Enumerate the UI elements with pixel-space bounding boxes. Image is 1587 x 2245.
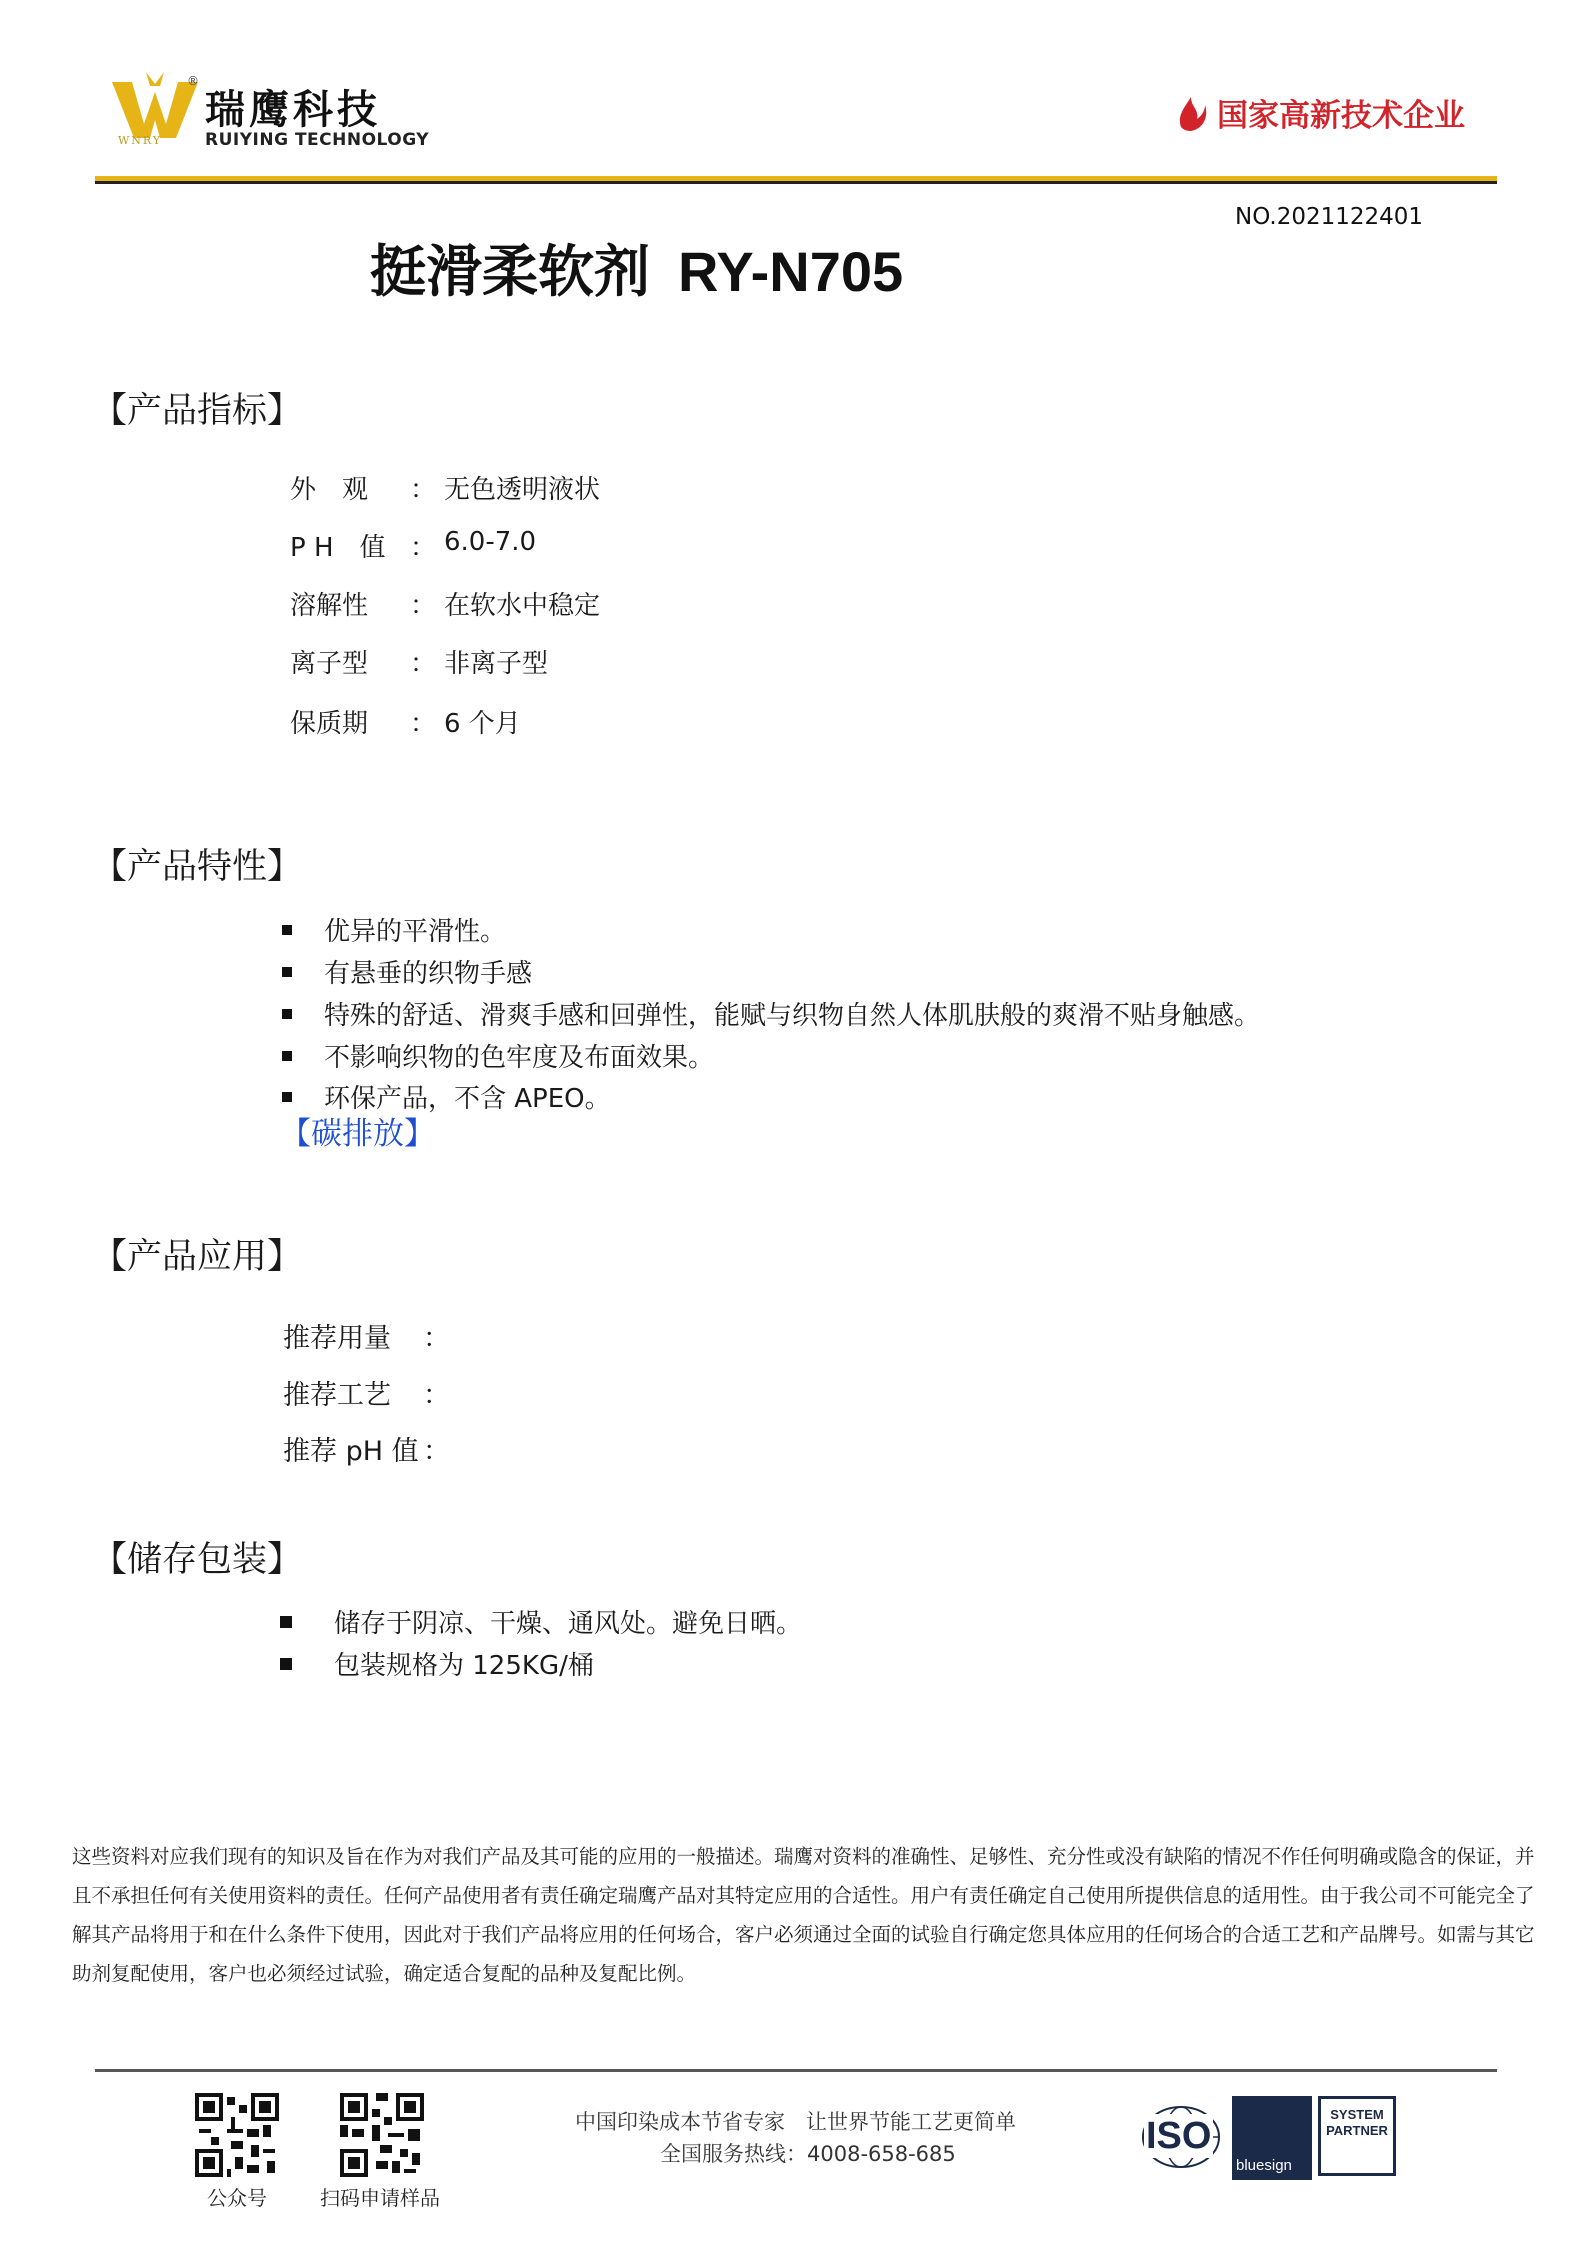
spec-label: 溶解性	[290, 591, 369, 621]
spec-colon: ：	[410, 591, 437, 621]
list-item	[280, 1037, 714, 1074]
logo-mark-text: WNRY	[118, 134, 163, 147]
application-colon: ：	[423, 1323, 450, 1354]
list-item	[280, 1603, 802, 1640]
spec-colon: ：	[410, 649, 437, 679]
spec-value: 在软水中稳定	[444, 591, 601, 621]
product-title-code: RY-N705	[678, 240, 904, 303]
bluesign-logo	[1232, 2096, 1312, 2180]
qr-code-icon[interactable]	[340, 2093, 424, 2177]
application-label: 推荐用量	[283, 1323, 391, 1354]
header-rule-dark	[95, 181, 1497, 184]
spec-label: P H 值	[290, 533, 386, 563]
bullet-icon	[282, 1009, 292, 1019]
spec-row	[290, 703, 521, 740]
application-colon: ：	[423, 1380, 450, 1411]
section-title-storage: 【储存包装】	[92, 1540, 303, 1580]
spec-colon: ：	[410, 709, 437, 739]
feature-text: 优异的平滑性。	[324, 917, 507, 947]
spec-value: 无色透明液状	[444, 475, 601, 505]
product-title-cn: 挺滑柔软剂	[370, 240, 650, 305]
qr-code-icon[interactable]	[195, 2093, 279, 2177]
product-title	[370, 228, 903, 308]
spec-value: 6.0-7.0	[444, 527, 537, 557]
high-tech-enterprise-badge	[1175, 90, 1465, 135]
partner-line-1: SYSTEM	[1330, 2107, 1384, 2122]
registered-mark: ®	[187, 74, 199, 88]
section-title-application: 【产品应用】	[92, 1237, 303, 1277]
iso-text: ISO	[1146, 2115, 1212, 2157]
feature-text: 有悬垂的织物手感	[324, 959, 533, 989]
bullet-icon	[282, 1092, 292, 1102]
spec-row	[290, 585, 600, 622]
application-row	[283, 1429, 450, 1468]
spec-label: 外 观	[290, 475, 369, 505]
list-item	[280, 995, 1260, 1032]
list-item	[280, 953, 532, 990]
spec-label: 离子型	[290, 649, 369, 679]
application-label: 推荐 pH 值	[283, 1436, 419, 1467]
system-partner-badge	[1318, 2096, 1396, 2176]
list-item	[280, 911, 506, 948]
document-number: NO.2021122401	[1235, 204, 1424, 230]
bullet-icon	[282, 925, 292, 935]
feature-text: 不影响织物的色牢度及布面效果。	[324, 1043, 715, 1073]
application-label: 推荐工艺	[283, 1380, 391, 1411]
spec-value: 非离子型	[444, 649, 549, 679]
list-item	[280, 1645, 594, 1682]
disclaimer-text: 这些资料对应我们现有的知识及旨在作为对我们产品及其可能的应用的一般描述。瑞鹰对资料的准确性、足够性、充分性或没有缺陷的情况不作任何明确或隐含的保证，并且不承担任何有关使用资料的责任。任何产品使用者有责任确定瑞鹰产品对其特定应用的合适性。用户有责任确定自己使用所提供信息的适用性。由于我公司不可能完全了解其产品将用于和在什么条件下使用，因此对于我们产品将应用的任何场合，客户必须通过全面的试验自行确定您具体应用的任何场合的合适工艺和产品牌号。如需与其它助剂复配使用，客户也必须经过试验，确定适合复配的品种及复配比例。	[72, 1845, 1535, 1985]
storage-text: 储存于阴凉、干燥、通风处。避免日晒。	[334, 1609, 803, 1639]
badge-text: 国家高新技术企业	[1217, 98, 1465, 134]
qr-label: 扫码申请样品	[320, 2186, 440, 2210]
carbon-emission-link[interactable]: 【碳排放】	[280, 1116, 435, 1152]
bullet-icon	[282, 1051, 292, 1061]
spec-colon: ：	[410, 533, 437, 563]
spec-row	[290, 527, 536, 564]
bullet-icon	[280, 1616, 292, 1628]
application-colon: ：	[423, 1436, 450, 1467]
company-name-en: RUIYING TECHNOLOGY	[205, 130, 430, 150]
section-title-specs: 【产品指标】	[92, 391, 303, 431]
spec-label: 保质期	[290, 709, 369, 739]
qr-label: 公众号	[207, 2186, 267, 2210]
spec-row	[290, 643, 548, 680]
company-name-cn: 瑞鹰科技	[205, 87, 381, 133]
footer-hotline: 全国服务热线：4008-658-685	[660, 2142, 956, 2166]
footer-slogan: 中国印染成本节省专家 让世界节能工艺更简单	[575, 2110, 1016, 2134]
feature-text: 环保产品，不含 APEO。	[324, 1084, 611, 1114]
bluesign-text: bluesign	[1236, 2157, 1292, 2174]
application-row	[283, 1373, 450, 1412]
flame-icon	[1175, 93, 1209, 133]
iso-logo	[1140, 2102, 1222, 2172]
bullet-icon	[280, 1658, 292, 1670]
feature-text: 特殊的舒适、滑爽手感和回弹性，能赋与织物自然人体肌肤般的爽滑不贴身触感。	[324, 1001, 1261, 1031]
storage-text: 包装规格为 125KG/桶	[334, 1651, 594, 1681]
footer-rule	[95, 2069, 1497, 2072]
bullet-icon	[282, 967, 292, 977]
spec-value: 6 个月	[444, 709, 521, 739]
spec-row	[290, 469, 600, 506]
section-title-features: 【产品特性】	[92, 847, 303, 887]
application-row	[283, 1316, 450, 1355]
spec-colon: ：	[410, 475, 437, 505]
partner-line-2: PARTNER	[1326, 2123, 1388, 2138]
